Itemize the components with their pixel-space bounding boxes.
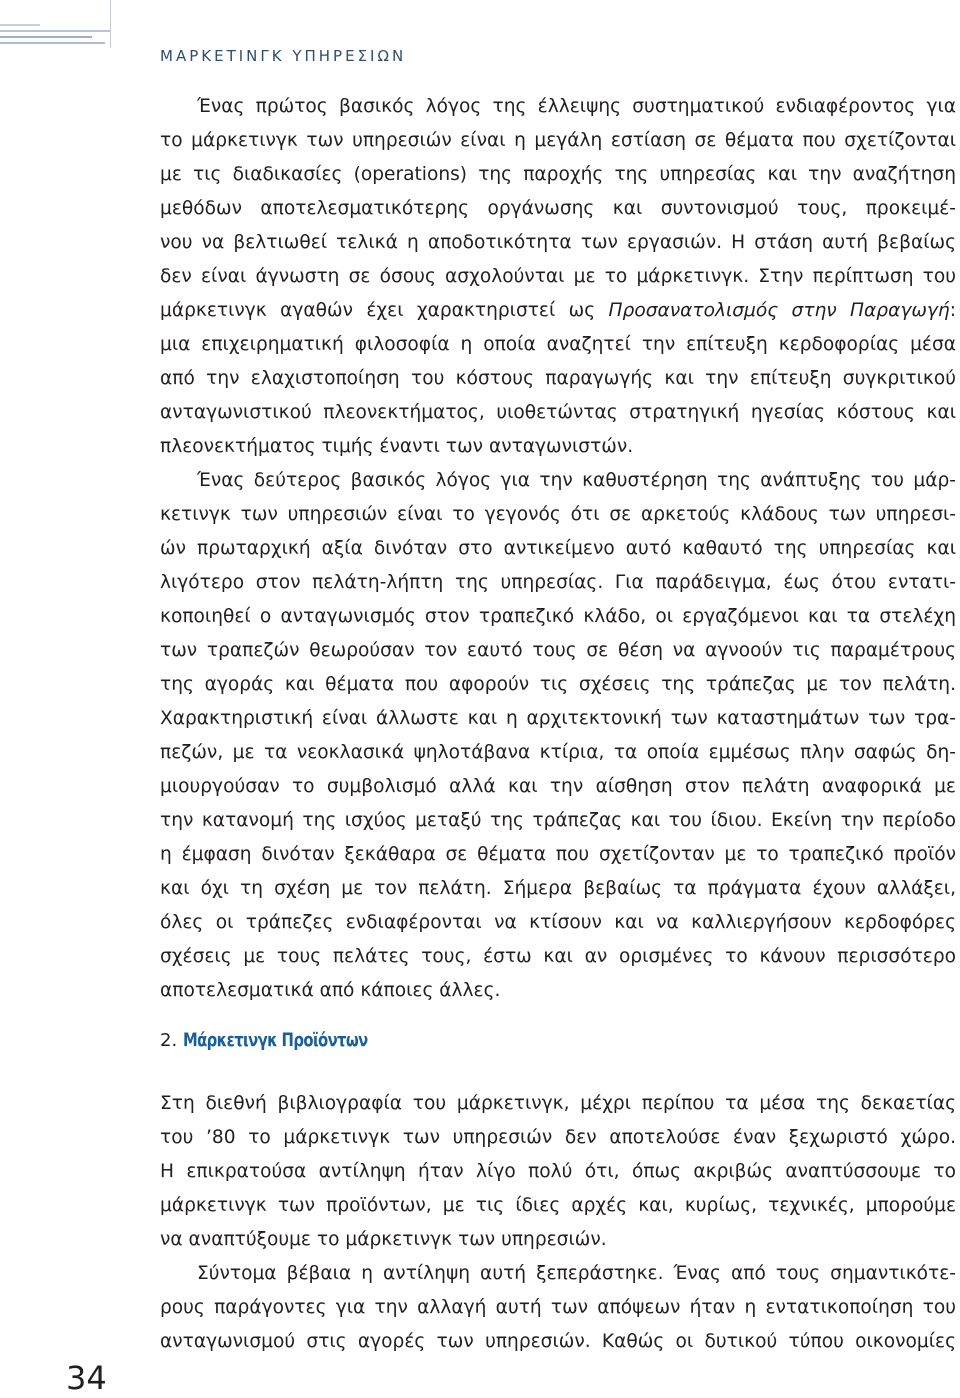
corner-bar [0,42,105,44]
text-line: λιγότερο στον πελάτη-λήπτη της υπηρεσίας. Για παράδειγμα, έως ότου εντατι- [160,572,956,593]
text-line: των τραπεζών θεωρούσαν τον εαυτό τους σε θέση να αγνοούν τις παραμέτρους [160,640,956,661]
text-line: ανταγωνισμού στις αγορές των υπηρεσιών. Καθώς οι δυτικού τύπου οικονομίες [160,1331,956,1352]
corner-decoration [0,0,112,48]
corner-vertical-rule [110,0,111,48]
text-line: κετινγκ των υπηρεσιών είναι το γεγονός ότι σε αρκετούς κλάδους των υπηρεσι- [160,504,956,525]
text-line: και όχι τη σχέση με τον πελάτη. Σήμερα βεβαίως τα πράγματα έχουν αλλάξει, [160,878,956,899]
text-line: Στη διεθνή βιβλιογραφία του μάρκετινγκ, μέχρι περίπου τα μέσα της δεκαετίας [160,1093,956,1114]
text-line-emphasis: μάρκετινγκ αγαθών έχει χαρακτηριστεί ως Προσανατολισμός στην Παραγωγή: [160,300,956,321]
text-line: μια επιχειρηματική φιλοσοφία η οποία αναζητεί την επίτευξη κερδοφορίας μέσα [160,334,956,355]
text-line: Ένας πρώτος βασικός λόγος της έλλειψης συστηματικού ενδιαφέροντος για [197,96,956,117]
text-line: Ένας δεύτερος βασικός λόγος για την καθυστέρηση της ανάπτυξης του μάρ- [197,470,956,491]
text-line: του ’80 το μάρκετινγκ των υπηρεσιών δεν αποτελούσε έναν ξεχωριστό χώρο. [160,1127,956,1148]
text-line: όλες οι τράπεζες ενδιαφέρονται να κτίσουν και να καλλιεργήσουν κερδοφόρες [160,912,956,933]
section-title: Μάρκετινγκ Προϊόντων [182,1029,368,1051]
text-line: της αγοράς και θέματα που αφορούν τις σχέσεις της τράπεζας με τον πελάτη. [160,674,956,695]
corner-bar [0,36,92,38]
text-line: με τις διαδικασίες (operations) της παροχής της υπηρεσίας και την αναζήτηση [160,164,956,185]
text-line: την κατανομή της ισχύος μεταξύ της τράπεζας και του ίδιου. Εκείνη την περίοδο [160,810,956,831]
text-line: μάρκετινγκ των προϊόντων, με τις ίδιες αρχές και, κυρίως, τεχνικές, μπορούμε [160,1195,956,1216]
text-line: να αναπτύξουμε το μάρκετινγκ των υπηρεσιών. [160,1229,607,1250]
text-line: πεζών, με τα νεοκλασικά ψηλοτάβανα κτίρια, τα οποία εμμέσως πλην σαφώς δη- [160,742,956,763]
text-line: ανταγωνιστικού πλεονεκτήματος, υιοθετώντας στρατηγική ηγεσίας κόστους και [160,402,956,423]
section-paragraphs [160,1087,956,1359]
page-number: 34 [66,1359,107,1397]
text-line: Χαρακτηριστική είναι άλλωστε και η αρχιτεκτονική των καταστημάτων των τρα- [160,708,956,729]
text-line: μεθόδων αποτελεσματικότερης οργάνωσης και συντονισμού τους, προκειμέ- [160,198,956,219]
running-header: ΜΑΡΚΕΤΙΝΓΚ ΥΠΗΡΕΣΙΩΝ [160,47,407,65]
section-number: 2. [160,1030,178,1051]
text-line: ών πρωταρχική αξία δινόταν στο αντικείμενο αυτό καθαυτό της υπηρεσίας και [160,538,956,559]
text-line: ρους παράγοντες για την αλλαγή αυτή των απόψεων ήταν η εντατικοποίηση του [160,1297,956,1318]
text-line: σχέσεις με τους πελάτες τους, έστω και αν ορισμένες το κάνουν περισσότερο [160,946,956,967]
body-paragraphs [160,90,956,1008]
text-line: από την ελαχιστοποίηση του κόστους παραγωγής και την επίτευξη συγκριτικού [160,368,956,389]
text-line: μιουργούσαν το συμβολισμό αλλά και την αίσθηση στον πελάτη αναφορικά με [160,776,956,797]
text-line: το μάρκετινγκ των υπηρεσιών είναι η μεγάλη εστίαση σε θέματα που σχετίζονται [160,130,956,151]
text-line: Σύντομα βέβαια η αντίληψη αυτή ξεπεράστηκε. Ένας από τους σημαντικότε- [197,1263,956,1284]
text-line: Η επικρατούσα αντίληψη ήταν λίγο πολύ ότι, όπως ακριβώς αναπτύσσουμε το [160,1161,956,1182]
section-heading [160,1024,420,1056]
corner-bar [0,30,110,32]
text-line: αποτελεσματικά από κάποιες άλλες. [160,980,501,1001]
corner-bar [0,24,40,26]
text-line: κοποιηθεί ο ανταγωνισμός στον τραπεζικό κλάδο, οι εργαζόμενοι και τα στελέχη [160,606,956,627]
text-line: νου να βελτιωθεί τελικά η αποδοτικότητα των εργασιών. Η στάση αυτή βεβαίως [160,232,956,253]
text-line: πλεονεκτήματος τιμής έναντι των ανταγωνιστών. [160,436,634,457]
text-line: δεν είναι άγνωστη σε όσους ασχολούνται με το μάρκετινγκ. Στην περίπτωση του [160,266,956,287]
text-line: η έμφαση δινόταν ξεκάθαρα σε θέματα που σχετίζονταν με το τραπεζικό προϊόν [160,844,956,865]
